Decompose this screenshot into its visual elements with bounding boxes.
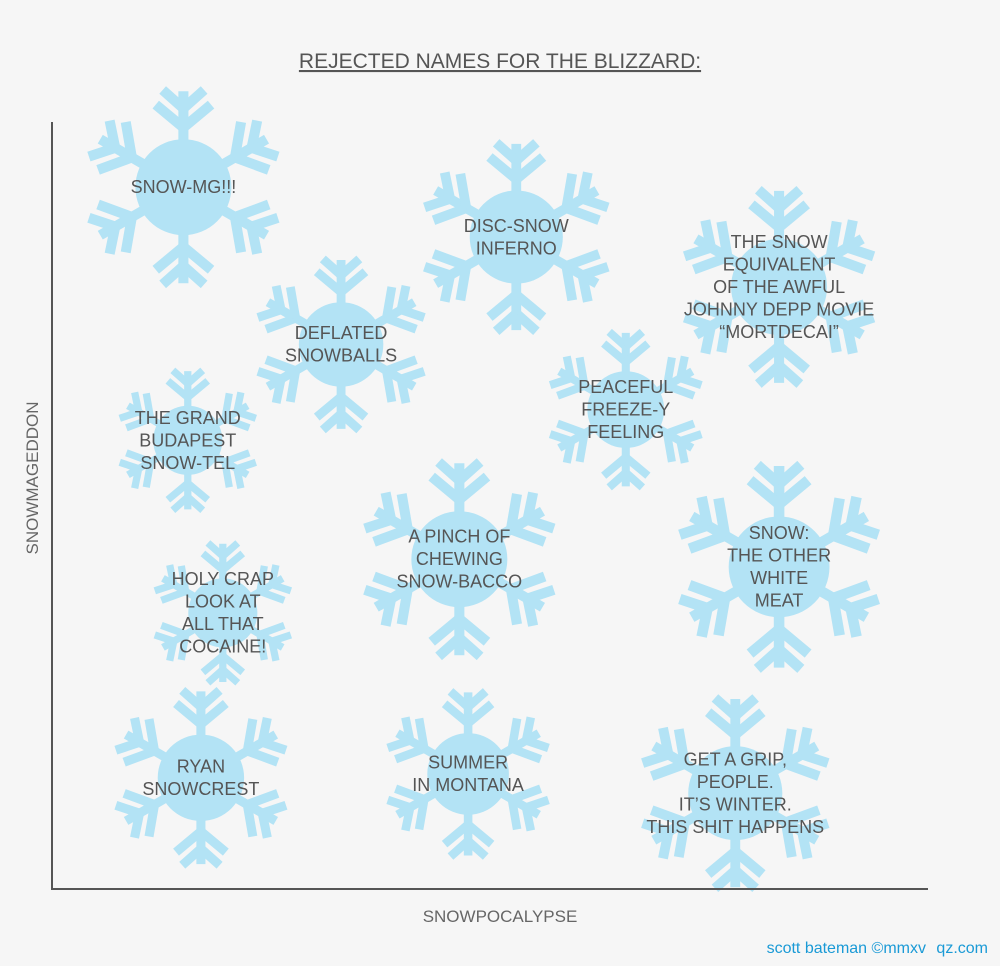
data-point-label-line: THIS SHIT HAPPENS xyxy=(646,816,825,837)
data-point xyxy=(255,259,427,430)
data-point xyxy=(117,370,258,510)
snowflake-points xyxy=(85,90,881,888)
x-axis-label: SNOWPOCALYPSE xyxy=(422,907,578,926)
data-point xyxy=(676,465,882,669)
data-point-label-line: CHEWING xyxy=(415,549,503,570)
data-point-label-line: PEOPLE. xyxy=(696,771,774,792)
data-point-label-line: ALL THAT xyxy=(181,614,264,635)
data-point-label-line: LOOK AT xyxy=(184,591,261,612)
data-point xyxy=(385,691,552,856)
snowflake-icon xyxy=(385,691,552,856)
data-point-label-line: SNOW: xyxy=(748,523,810,544)
data-point-label-line: IT’S WINTER. xyxy=(678,794,792,815)
data-point-label-line: PEACEFUL xyxy=(578,377,674,398)
data-point-label xyxy=(578,377,673,442)
credit-author: scott bateman ©mmxv xyxy=(766,940,926,957)
data-point-label-line: SNOWBALLS xyxy=(285,345,398,366)
data-point-label-line: SUMMER xyxy=(428,752,509,773)
data-point xyxy=(152,543,293,683)
data-point xyxy=(421,143,611,331)
data-point-label-line: FEELING xyxy=(587,422,665,443)
data-point xyxy=(113,690,289,865)
data-point-label xyxy=(135,408,241,473)
data-point xyxy=(85,90,281,284)
data-point-label-line: MEAT xyxy=(754,590,804,611)
credit-site: qz.com xyxy=(936,940,988,957)
data-point-label-line: EQUIVALENT xyxy=(722,254,836,275)
snowflake-icon xyxy=(255,259,427,430)
data-point-label-line: SNOW-MG!!! xyxy=(130,177,237,198)
data-point xyxy=(361,462,557,656)
snowflake-icon xyxy=(113,690,289,865)
chart-title: REJECTED NAMES FOR THE BLIZZARD: xyxy=(298,50,702,73)
data-point-label-line: COCAINE! xyxy=(179,636,267,657)
y-axis-label: SNOWMAGEDDON xyxy=(23,401,42,555)
data-point-label-line: DEFLATED xyxy=(294,323,388,344)
data-point-label-line: FREEZE-Y xyxy=(581,399,671,420)
data-point-label-line: THE OTHER xyxy=(727,545,832,566)
snowflake-icon xyxy=(676,465,882,669)
data-point-label-line: SNOW-BACCO xyxy=(396,571,523,592)
data-point-label xyxy=(131,177,237,197)
data-point-label-line: JOHNNY DEPP MOVIE xyxy=(683,299,875,320)
data-point-label-line: BUDAPEST xyxy=(139,430,237,451)
credit-line xyxy=(767,940,988,957)
data-point-label-line: THE GRAND xyxy=(134,407,241,428)
data-point-label-line: GET A GRIP, xyxy=(683,749,787,770)
data-point-label-line: THE SNOW xyxy=(730,231,828,252)
data-point-label-line: “MORTDECAI” xyxy=(719,321,839,342)
data-point xyxy=(639,698,831,888)
data-point-label-line: RYAN xyxy=(176,756,226,777)
data-point-label-line: OF THE AWFUL xyxy=(713,276,846,297)
snowflake-icon xyxy=(421,143,611,331)
snowflake-icon xyxy=(152,543,293,683)
data-point-label-line: SNOWCREST xyxy=(142,779,260,800)
data-point-label-line: WHITE xyxy=(750,568,809,589)
data-point-label-line: INFERNO xyxy=(475,238,557,259)
data-point xyxy=(547,332,704,487)
data-point-label-line: DISC-SNOW xyxy=(463,215,569,236)
data-point-label-line: SNOW-TEL xyxy=(140,452,236,473)
data-point-label-line: HOLY CRAP xyxy=(171,569,275,590)
data-point-label-line: IN MONTANA xyxy=(412,775,524,796)
data-point xyxy=(681,190,877,384)
snowflake-icon xyxy=(639,698,831,888)
data-point-label-line: A PINCH OF xyxy=(408,526,511,547)
